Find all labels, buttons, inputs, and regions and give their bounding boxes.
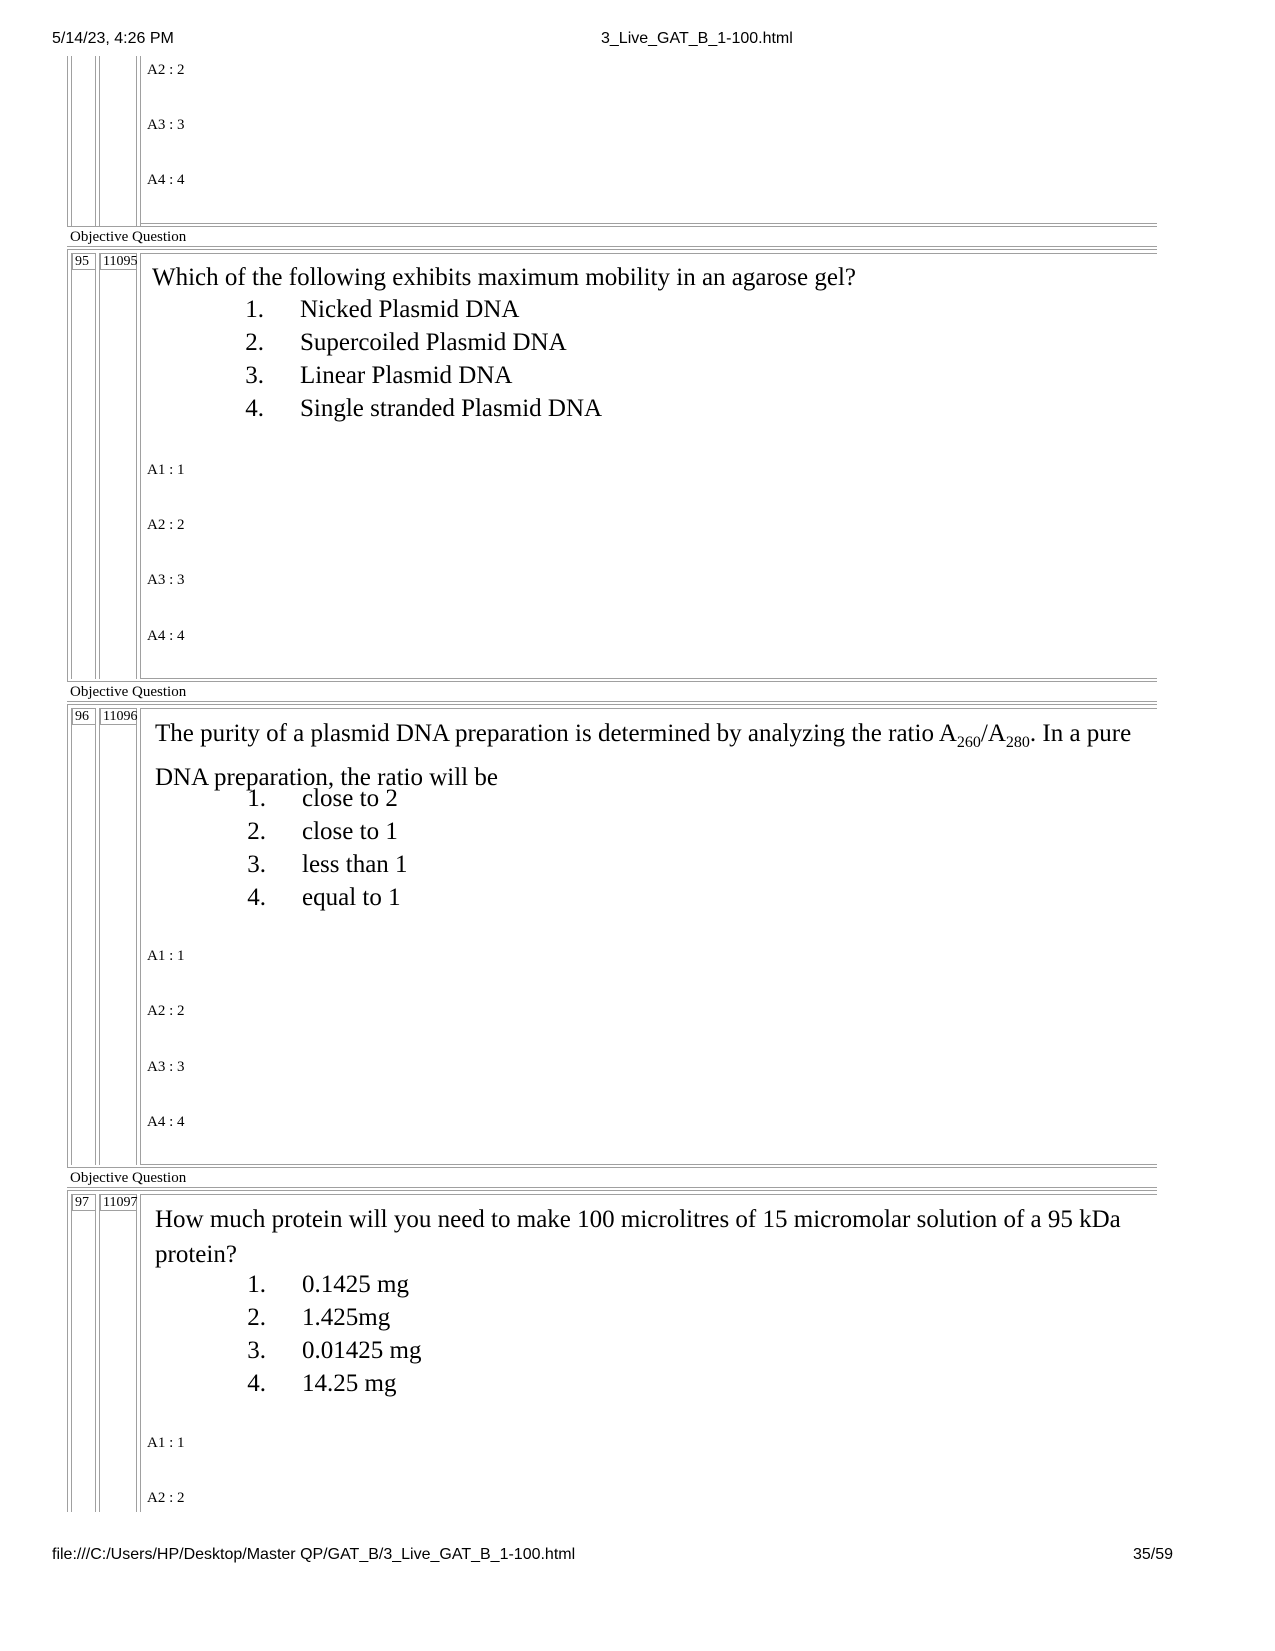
document-title: 3_Live_GAT_B_1-100.html [601, 30, 793, 47]
question-id: 11095 [100, 253, 137, 270]
question-id: 11097 [100, 1194, 137, 1211]
answer-option: A2 : 2 [147, 517, 185, 533]
print-datetime: 5/14/23, 4:26 PM [52, 30, 174, 47]
question-id: 11096 [100, 708, 137, 725]
question-option: 2. 1.425mg [247, 1304, 391, 1331]
question-option: 3. 0.01425 mg [247, 1337, 422, 1364]
question-serial: 96 [72, 708, 96, 725]
answer-option: A4 : 4 [147, 1114, 185, 1130]
question-serial: 97 [72, 1194, 96, 1211]
answer-option: A1 : 1 [147, 462, 185, 478]
question-option: 2. close to 1 [247, 818, 398, 845]
page-number: 35/59 [1133, 1546, 1174, 1563]
question-option: 4. Single stranded Plasmid DNA [245, 395, 603, 422]
section-label: Objective Question [70, 684, 187, 700]
answer-option: A3 : 3 [147, 572, 185, 588]
answer-option: A3 : 3 [147, 117, 185, 133]
question-option: 4. equal to 1 [247, 884, 401, 911]
section-label: Objective Question [70, 229, 187, 245]
answer-option: A2 : 2 [147, 1490, 185, 1506]
answer-option: A3 : 3 [147, 1059, 185, 1075]
question-option: 3. less than 1 [247, 851, 408, 878]
answer-option: A4 : 4 [147, 628, 185, 644]
question-option: 1. Nicked Plasmid DNA [245, 296, 520, 323]
answer-option: A4 : 4 [147, 172, 185, 188]
question-option: 4. 14.25 mg [247, 1370, 397, 1397]
question-option: 3. Linear Plasmid DNA [245, 362, 513, 389]
answer-option: A2 : 2 [147, 62, 185, 78]
section-label: Objective Question [70, 1170, 187, 1186]
question-text: Which of the following exhibits maximum mobility in an agarose gel? [152, 264, 857, 291]
answer-option: A2 : 2 [147, 1003, 185, 1019]
question-option: 1. 0.1425 mg [247, 1271, 409, 1298]
question-text: How much protein will you need to make 100 microlitres of 15 micromolar solution of a 95 kDa protein? [155, 1206, 1121, 1268]
question-option: 1. close to 2 [247, 785, 398, 812]
question-serial: 95 [72, 253, 96, 270]
file-path: file:///C:/Users/HP/Desktop/Master QP/GAT_B/3_Live_GAT_B_1-100.html [52, 1546, 576, 1563]
question-text: The purity of a plasmid DNA preparation is determined by analyzing the ratio $A_{260}/A_{280}$. In a pure DNA preparation, the ratio will be [155, 720, 1132, 791]
question-option: 2. Supercoiled Plasmid DNA [245, 329, 567, 356]
answer-option: A1 : 1 [147, 948, 185, 964]
answer-option: A1 : 1 [147, 1435, 185, 1451]
